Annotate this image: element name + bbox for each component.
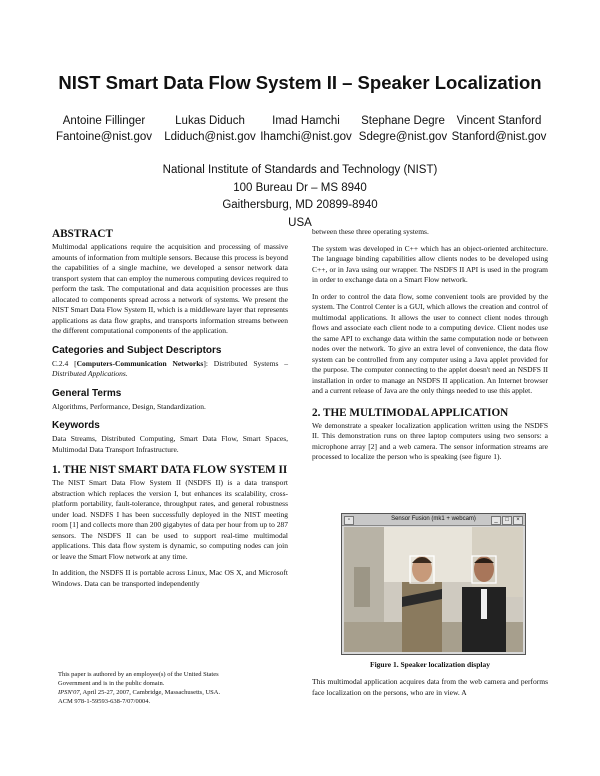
- copyright-footnote: [58, 670, 290, 706]
- author-email: Stanford@nist.gov: [451, 131, 547, 143]
- affiliation-line: Gaithersburg, MD 20899-8940: [222, 199, 378, 211]
- footnote-line: IPSN'07, April 25-27, 2007, Cambridge, Massachusetts, USA.: [58, 689, 221, 696]
- author-name: Antoine Fillinger: [62, 115, 146, 127]
- author-name: Imad Hamchi: [272, 115, 340, 127]
- affiliation-line: National Institute of Standards and Technology (NIST): [162, 164, 438, 176]
- section-1-paragraph: In addition, the NSDFS II is portable across Linux, Mac OS X, and Microsoft Windows. Data can be transported independently: [52, 568, 288, 588]
- affiliation: [0, 162, 600, 232]
- author-email: Ihamchi@nist.gov: [260, 131, 352, 143]
- keywords-text: Data Streams, Distributed Computing, Smart Data Flow, Smart Spaces, Multimodal Data Transport Infrastructure.: [52, 434, 288, 454]
- author-name: Vincent Stanford: [456, 115, 542, 127]
- footnote-line: Government and is in the public domain.: [58, 680, 165, 687]
- figure-1: [341, 513, 526, 655]
- author-5: [440, 113, 558, 145]
- left-column: [52, 228, 288, 595]
- author-email: Fantoine@nist.gov: [55, 131, 153, 143]
- abstract-text: Multimodal applications require the acquisition and processing of massive amounts of information from multiple sensors. Because this process is beyond the capabilities of a single machine, we developed a sensor network data transport system that can employ the numerous computing devices required to perform the task. The computational and data acquisition processes are thus allocated to components spread across a network of systems. We present the NIST Smart Data Flow System II, which is a middleware layer that represents applications as data flow graphs, and transports information streams between the different computational components of the application.: [52, 242, 288, 335]
- general-terms-text: Algorithms, Performance, Design, Standardization.: [52, 401, 206, 411]
- close-icon: ×: [513, 516, 523, 525]
- author-1: [45, 113, 163, 145]
- paper-title: NIST Smart Data Flow System II – Speaker Localization: [58, 72, 542, 93]
- author-name: Lukas Diduch: [175, 115, 245, 127]
- keywords-heading: Keywords: [52, 420, 100, 431]
- post-figure-text: [312, 677, 548, 704]
- right-column: [312, 227, 548, 469]
- webcam-photo: [344, 527, 523, 652]
- figure-caption: Figure 1. Speaker localization display: [370, 660, 490, 669]
- affiliation-line: 100 Bureau Dr – MS 8940: [233, 181, 367, 194]
- categories-heading: Categories and Subject Descriptors: [52, 344, 222, 356]
- general-terms-heading: General Terms: [52, 387, 122, 399]
- abstract-heading: ABSTRACT: [52, 228, 113, 240]
- maximize-icon: □: [502, 516, 512, 525]
- figure-window-titlebar: [342, 514, 525, 526]
- minimize-icon: _: [491, 516, 501, 525]
- footnote-line: ACM 978-1-59593-638-7/07/0004.: [58, 698, 151, 705]
- continued-paragraph: between these three operating systems.: [312, 227, 429, 236]
- section-1-paragraph: The NIST Smart Data Flow System II (NSDFS II) is a data transport abstraction which replaces the version I, but enhances its scalability, cross-platform portability, fault-tolerance, throughput rates, and general robustness under load. NSDFS I has been successfully deployed in the NIST meeting room [1] and collects more than 200 gigabytes of data per hour from up to 287 sensors. The NSDFS II can be used to support real-time multimodal applications. This data flow system is dynamic, so computing nodes can join or leave the Smart Flow network at any time.: [52, 478, 288, 561]
- section-2-heading: 2. THE MULTIMODAL APPLICATION: [312, 406, 509, 419]
- body-paragraph: In order to control the data flow, some convenient tools are provided by the system. The Control Center is a GUI, which allows the creation and control of multimodal applications. It allows the user to connect client nodes through flows and associate each client node to a computing device. Client nodes use the same API to exchange data within the same computation node or between nodes over the network. To give an extra level of convenience, the data flow system can be controlled from any computer using a Java applet provided for the purpose. The computer connecting to the applet doesn't need an NSDFS II installation in order to manage an NSDFS II application. An Internet browser and a current release of Java are the only things needed to use this applet.: [312, 291, 548, 395]
- figure-window-title: Sensor Fusion (mk1 + webcam): [391, 516, 476, 522]
- affiliation-line: USA: [288, 216, 312, 229]
- author-email: Ldiduch@nist.gov: [164, 131, 256, 143]
- webcam-scene: [344, 527, 523, 652]
- body-paragraph: The system was developed in C++ which has an object-oriented architecture. The language binding capabilities allow clients nodes to be developed using C++, or in Java using our wrapper. The NSDFS II API is used in the program in order to exchange data on a Smart Flow network.: [312, 243, 548, 284]
- section-2-paragraph: We demonstrate a speaker localization application written using the NSDFS II. This demonstration runs on three laptop computers using two sensors: a microphone array [2] and a web camera. The sensor information streams are processed to localize the person who is speaking (see figure 1).: [312, 420, 548, 461]
- footnote-line: This paper is authored by an employee(s) of the United States: [58, 671, 219, 678]
- author-email: Sdegre@nist.gov: [358, 131, 448, 143]
- categories-text: C.2.4 [Computers-Communication Networks]: Distributed Systems – Distributed Applications.: [52, 358, 289, 378]
- section-2-paragraph: This multimodal application acquires data from the web camera and performs face localization on the persons, who are in view. A: [312, 677, 548, 697]
- author-name: Stephane Degre: [361, 115, 445, 127]
- window-menu-icon: ▫: [344, 516, 354, 525]
- section-1-heading: 1. THE NIST SMART DATA FLOW SYSTEM II: [52, 464, 288, 476]
